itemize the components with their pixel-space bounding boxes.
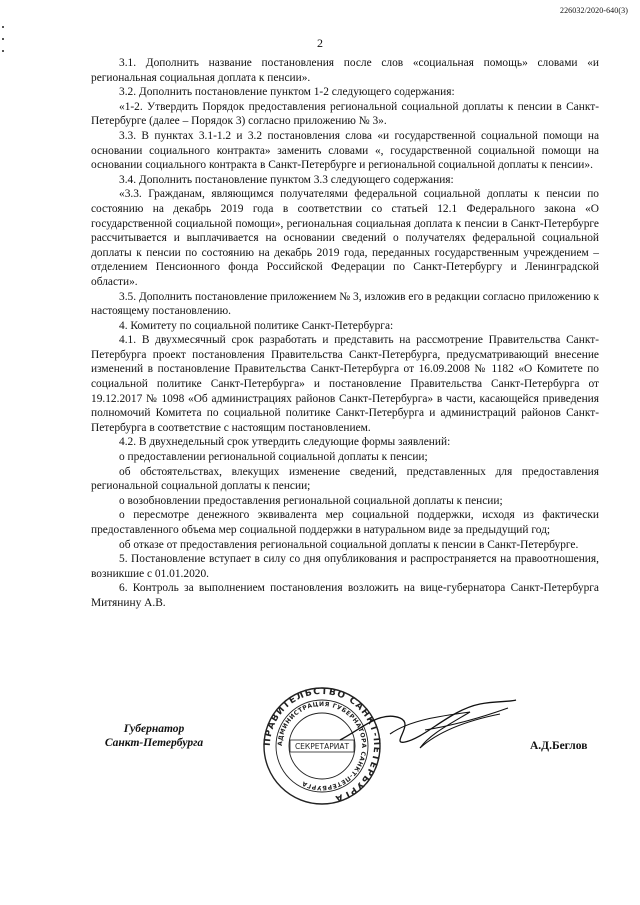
- signer-position-line1: Губернатор: [123, 723, 185, 735]
- document-body: [91, 56, 599, 611]
- paragraph: 3.3. В пунктах 3.1-1.2 и 3.2 постановления слова «и государственной социальной помощи на основании социального контракта» заменить словами «, государственной социальной помощи на основании социального контракта в Санкт-Петербурге и региональной социальной доплаты к пенсии».: [91, 129, 599, 172]
- paragraph: 4. Комитету по социальной политике Санкт-Петербурга:: [119, 319, 394, 332]
- paragraph: об обстоятельствах, влекущих изменение сведений, представленных для предоставления региональной социальной доплаты к пенсии;: [91, 465, 599, 493]
- paragraph: о возобновлении предоставления региональной социальной доплаты к пенсии;: [119, 494, 503, 507]
- paragraph: 5. Постановление вступает в силу со дня опубликования и распространяется на правоотношения, возникшие с 01.01.2020.: [91, 553, 599, 580]
- signer-position: [96, 722, 212, 750]
- paragraph: о предоставлении региональной социальной доплаты к пенсии;: [119, 451, 428, 464]
- paragraph: об отказе от предоставления региональной социальной доплаты к пенсии в Санкт-Петербурге.: [119, 538, 579, 551]
- stamp-center-text: СЕКРЕТАРИАТ: [294, 742, 350, 751]
- paragraph: «3.3. Гражданам, являющимся получателями федеральной социальной доплаты к пенсии по состоянию на декабрь 2019 года в соответствии со статьей 12.1 Федерального закона «О государственной социальной помощи», региональная социальная доплата к пенсии в Санкт-Петербурге рассчитывается и выплачивается на основании сведений о получателях федеральной социальной доплаты к пенсии по состоянию на декабрь 2019 года, переданных государственным учреждением – отделением Пенсионного фонда Российской Федерации по Санкт-Петербургу и Ленинградской области».: [91, 188, 599, 288]
- stamp-ring-text: АДМИНИСТРАЦИЯ ГУБЕРНАТОРА САНКТ-ПЕТЕРБУРГА: [276, 700, 368, 792]
- paragraph: 3.4. Дополнить постановление пунктом 3.3 следующего содержания:: [119, 173, 454, 186]
- stamp-outer-text: ПРАВИТЕЛЬСТВО САНКТ-ПЕТЕРБУРГА: [262, 686, 382, 804]
- document-id: 226032/2020-640(3): [559, 6, 628, 15]
- paragraph: 3.5. Дополнить постановление приложением № 3, изложив его в редакции согласно приложению к настоящему постановлению.: [91, 290, 599, 318]
- paragraph: 3.1. Дополнить название постановления после слов «социальная помощь» словами «и региональная социальная доплата к пенсии».: [91, 57, 599, 84]
- paragraph: 3.2. Дополнить постановление пунктом 1-2 следующего содержания:: [119, 86, 455, 99]
- paragraph: 4.1. В двухмесячный срок разработать и представить на рассмотрение Правительства Санкт-Петербурга проект постановления Правительства Санкт-Петербурга, предусматривающий внесение изменений в постановление Правительства Санкт-Петербурга от 16.09.2008 № 1182 «О Комитете по социальной политике Санкт-Петербурга» и постановление Правительства Санкт-Петербурга от 19.12.2017 № 1098 «Об администрациях районов Санкт-Петербурга» в части, касающейся приведения полномочий Комитета по социальной политике Санкт-Петербурга и администраций районов Санкт-Петербурга в соответствие с настоящим постановлением.: [91, 334, 599, 434]
- page-number: 2: [317, 36, 323, 50]
- handwritten-signature: [330, 690, 520, 760]
- signer-name: А.Д.Беглов: [530, 740, 588, 752]
- paragraph: о пересмотре денежного эквивалента мер социальной поддержки, исходя из фактически предоставленного объема мер социальной поддержки в натуральном виде за предыдущий год;: [91, 509, 599, 536]
- paragraph: «1-2. Утвердить Порядок предоставления региональной социальной доплаты к пенсии в Санкт-Петербурге (далее – Порядок 3) согласно приложению № 3».: [91, 100, 599, 128]
- paragraph: 6. Контроль за выполнением постановления возложить на вице-губернатора Санкт-Петербурга Митянину А.В.: [91, 582, 599, 609]
- signer-position-line2: Санкт-Петербурга: [104, 737, 204, 749]
- paragraph: 4.2. В двухнедельный срок утвердить следующие формы заявлений:: [119, 436, 451, 449]
